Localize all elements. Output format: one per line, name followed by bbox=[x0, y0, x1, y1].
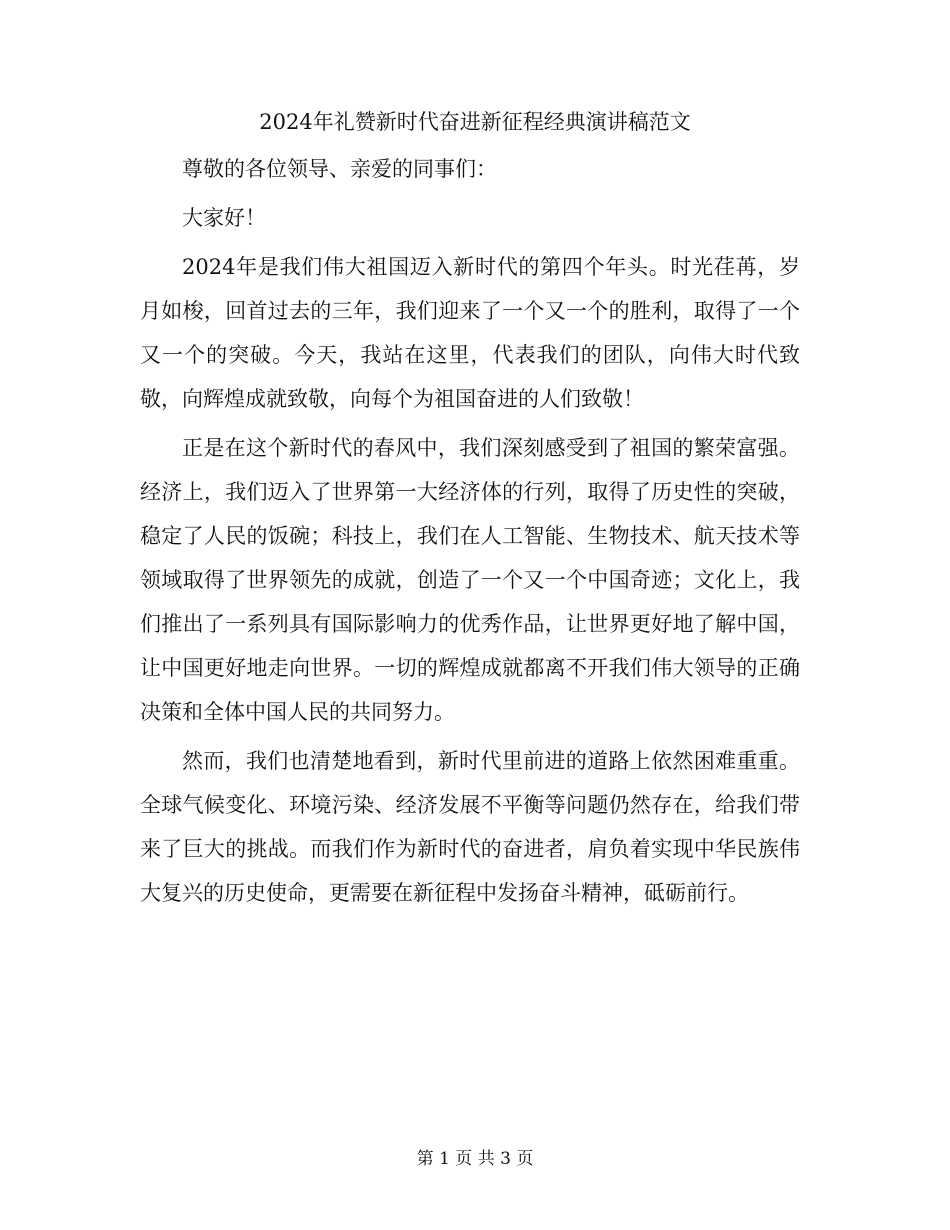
document-body bbox=[140, 147, 800, 920]
greeting: 大家好！ bbox=[182, 206, 266, 230]
page-footer: 第 1 页 共 3 页 bbox=[416, 1149, 534, 1169]
paragraph: 2024年是我们伟大祖国迈入新时代的第四个年头。时光荏苒，岁月如梭，回首过去的三年，我们迎来了一个又一个的胜利，取得了一个又一个的突破。今天，我站在这里，代表我们的团队，向伟大时代致敬，向辉煌成就致敬，向每个为祖国奋进的人们致敬！ bbox=[140, 255, 800, 411]
paragraph: 然而，我们也清楚地看到，新时代里前进的道路上依然困难重重。全球气候变化、环境污染、经济发展不平衡等问题仍然存在，给我们带来了巨大的挑战。而我们作为新时代的奋进者，肩负着实现中华民族伟大复兴的历史使命，更需要在新征程中发扬奋斗精神，砥砺前行。 bbox=[140, 749, 800, 905]
salutation: 尊敬的各位领导、亲爱的同事们： bbox=[182, 157, 497, 181]
document-title: 2024年礼赞新时代奋进新征程经典演讲稿范文 bbox=[259, 110, 691, 134]
paragraph: 正是在这个新时代的春风中，我们深刻感受到了祖国的繁荣富强。经济上，我们迈入了世界第一大经济体的行列，取得了历史性的突破，稳定了人民的饭碗；科技上，我们在人工智能、生物技术、航天技术等领域取得了世界领先的成就，创造了一个又一个中国奇迹；文化上，我们推出了一系列具有国际影响力的优秀作品，让世界更好地了解中国，让中国更好地走向世界。一切的辉煌成就都离不开我们伟大领导的正确决策和全体中国人民的共同努力。 bbox=[140, 436, 800, 724]
